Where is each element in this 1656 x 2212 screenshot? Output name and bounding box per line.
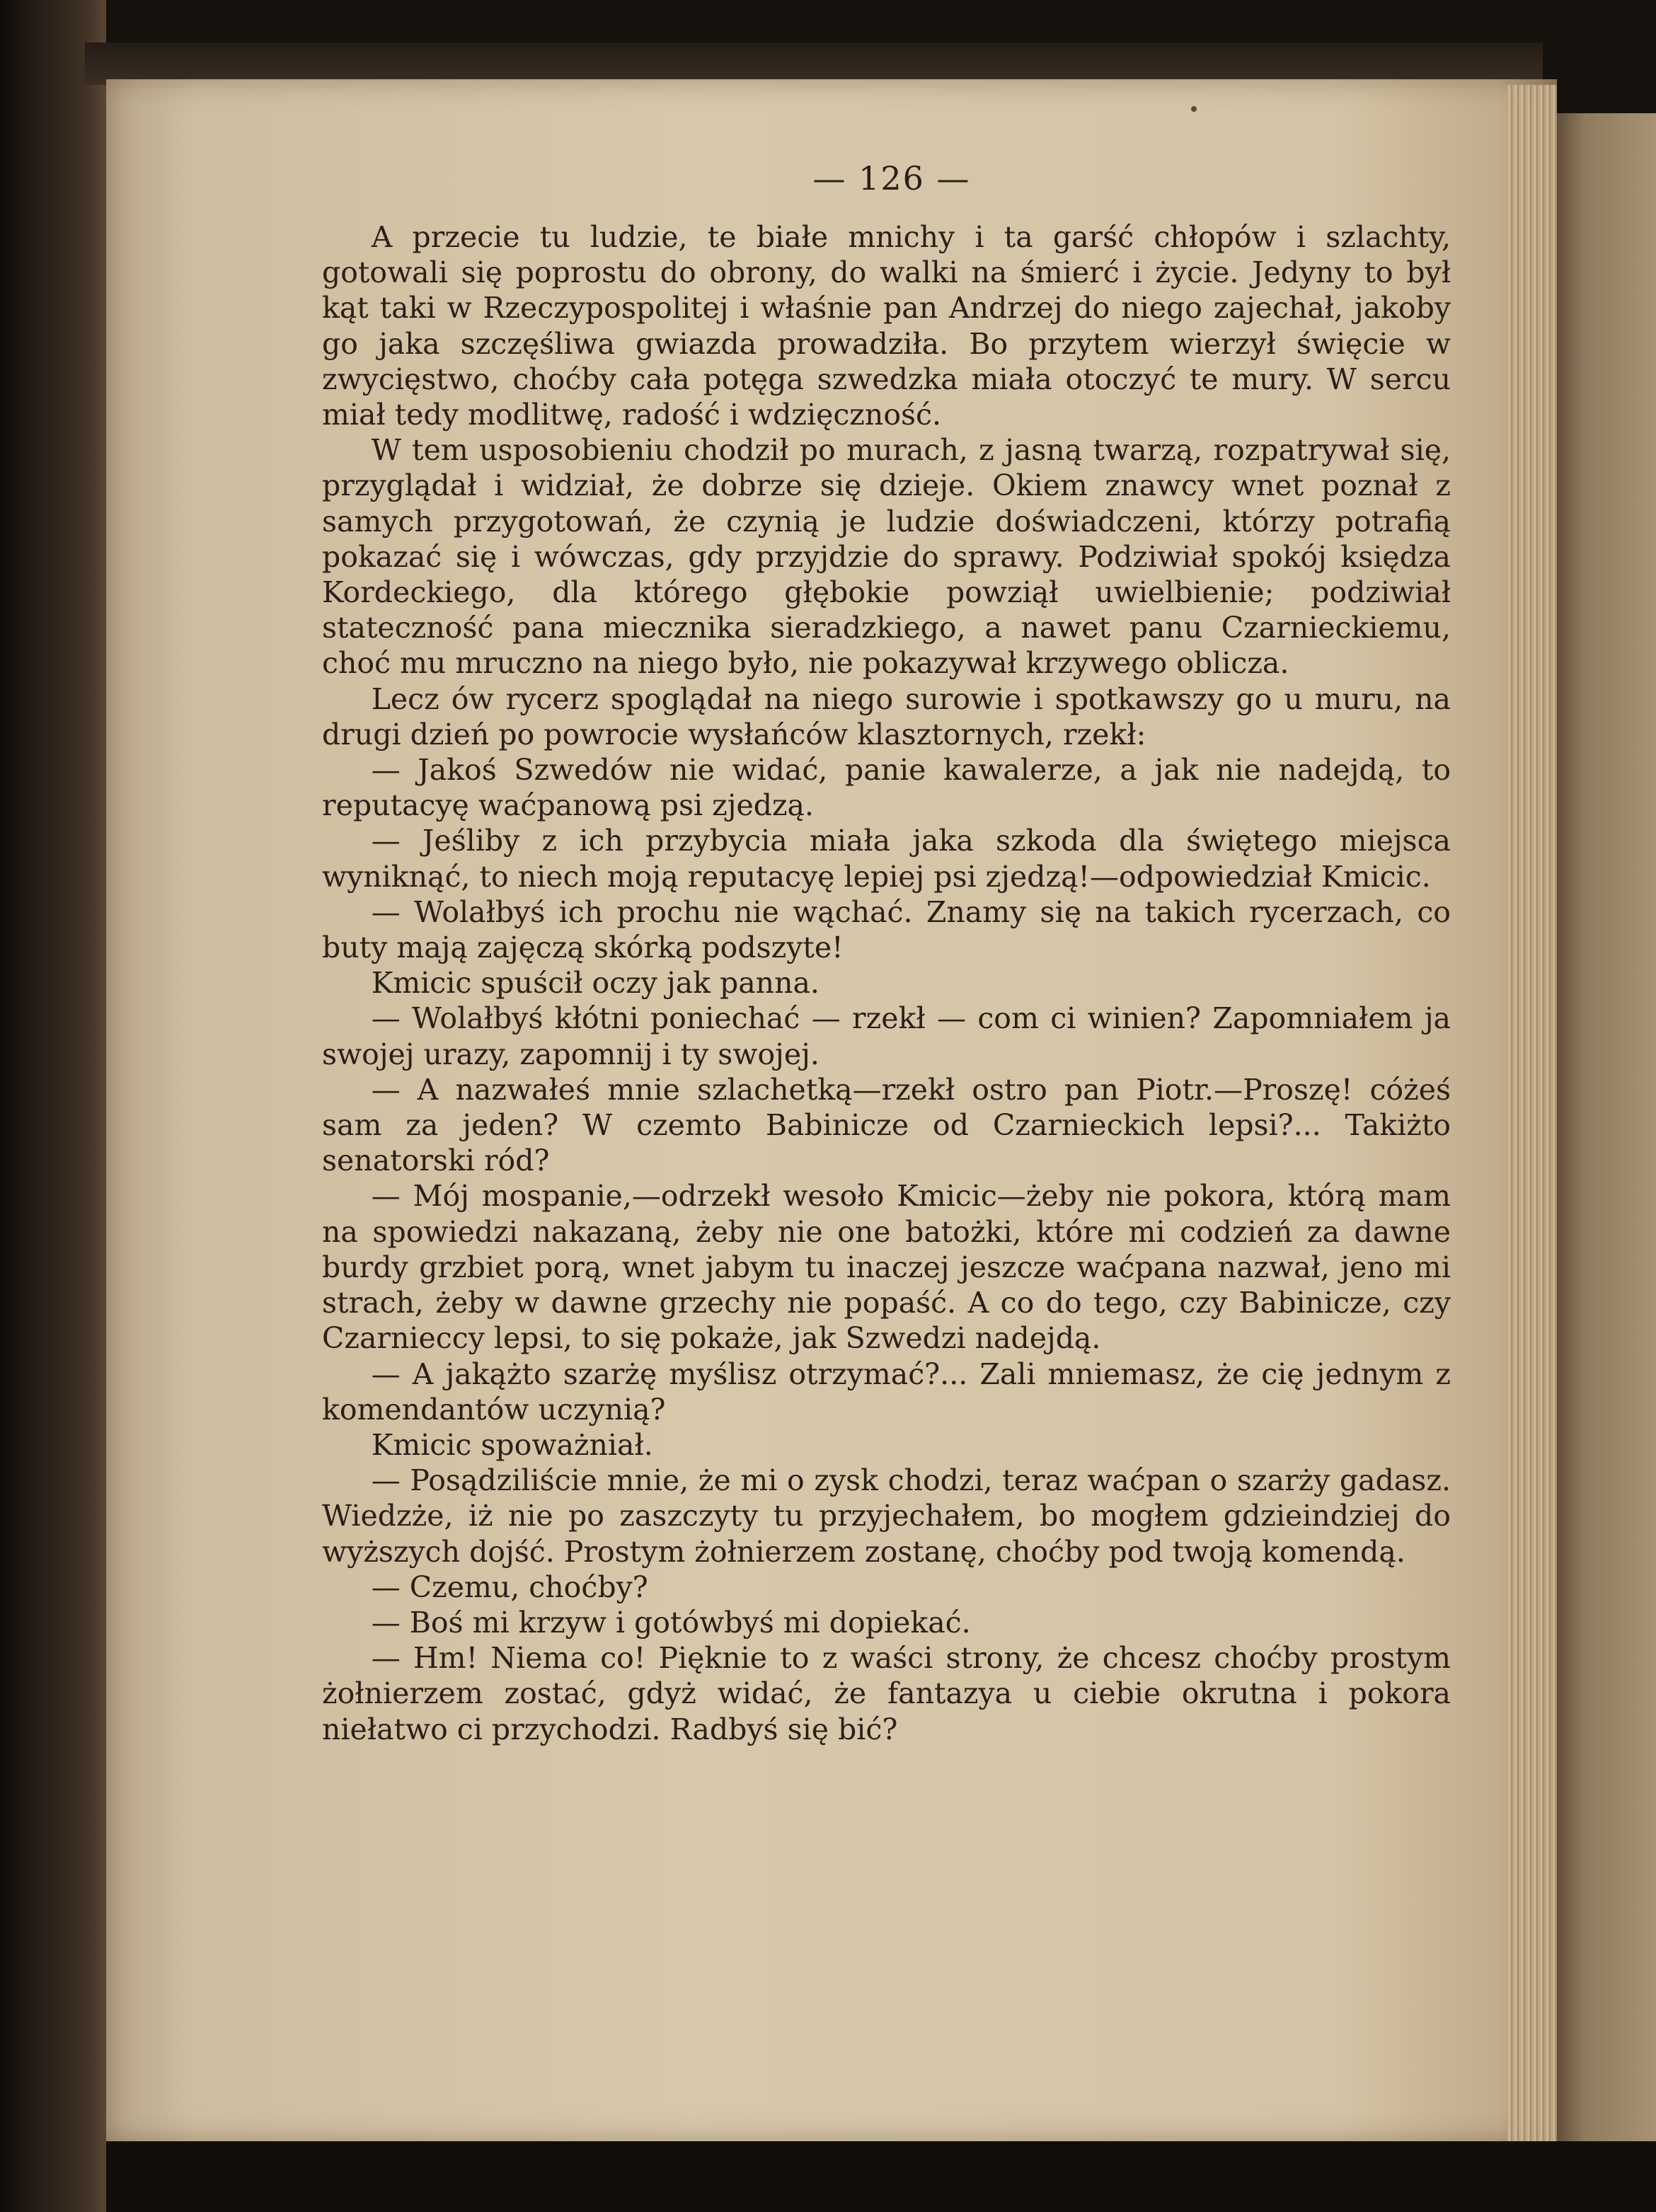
paragraph: Lecz ów rycerz spoglądał na niego surowie i spotkawszy go u muru, na drugi dzień po powrocie wysłańców klasztornych, rzekł: [322, 681, 1451, 751]
ink-dot [1191, 106, 1197, 112]
book-cover-edge [85, 42, 1543, 85]
dialogue-line: — Czemu, choćby? [371, 1569, 648, 1604]
book-spine [0, 0, 106, 2212]
page-text [322, 219, 1451, 1747]
paragraph: W tem usposobieniu chodził po murach, z jasną twarzą, rozpatrywał się, przyglądał i widział, że dobrze się dzieje. Okiem znawcy wnet poznał z samych przygotowań, że czynią je ludzie doświadczeni, którzy potrafią pokazać się i wówczas, gdy przyjdzie do sprawy. Podziwiał spokój księdza Kordeckiego, dla którego głębokie powziął uwielbienie; podziwiał stateczność pana miecznika sieradzkiego, a nawet panu Czarnieckiemu, choć mu mruczno na niego było, nie pokazywał krzywego oblicza. [322, 433, 1451, 681]
dialogue-line: — Jeśliby z ich przybycia miała jaka szkoda dla świętego miejsca wyniknąć, to niech moją reputacyę lepiej psi zjedzą!—odpowiedział Kmicic. [322, 824, 1451, 894]
dialogue-line: — Hm! Niema co! Pięknie to z waści strony, że chcesz choćby prostym żołnierzem zostać, gdyż widać, że fantazya u ciebie okrutna i pokora niełatwo ci przychodzi. Radbyś się bić? [322, 1641, 1451, 1746]
dialogue-line: — Wolałbyś ich prochu nie wąchać. Znamy się na takich rycerzach, co buty mają zajęczą skórką podszyte! [322, 894, 1451, 965]
background-bottom [106, 2141, 1656, 2212]
dialogue-line: — A jakążto szarżę myślisz otrzymać?... Zali mniemasz, że cię jednym z komendantów uczynią? [322, 1356, 1451, 1427]
dialogue-line: — Boś mi krzyw i gotówbyś mi dopiekać. [371, 1605, 971, 1640]
paragraph: A przecie tu ludzie, te białe mnichy i ta garść chłopów i szlachty, gotowali się poprostu do obrony, do walki na śmierć i życie. Jedyny to był kąt taki w Rzeczypospolitej i właśnie pan Andrzej do niego zajechał, jakoby go jaka szczęśliwa gwiazda prowadziła. Bo przytem wierzył święcie w zwycięstwo, choćby cała potęga szwedzka miała otoczyć te mury. W sercu miał tedy modlitwę, radość i wdzięczność. [322, 220, 1451, 432]
dialogue-line: — Jakoś Szwedów nie widać, panie kawalerze, a jak nie nadejdą, to reputacyę waćpanową psi zjedzą. [322, 753, 1451, 823]
dialogue-line: — Wolałbyś kłótni poniechać — rzekł — com ci winien? Zapomniałem ja swojej urazy, zapomnij i ty swojej. [322, 1001, 1451, 1071]
adjacent-page [1553, 113, 1656, 2158]
dialogue-line: — A nazwałeś mnie szlachetką—rzekł ostro pan Piotr.—Proszę! cóżeś sam za jeden? W czemto Babinicze od Czarnieckich lepsi?... Takiżto senatorski ród? [322, 1072, 1451, 1178]
dialogue-line: — Posądziliście mnie, że mi o zysk chodzi, teraz waćpan o szarży gadasz. Wiedzże, iż nie po zaszczyty tu przyjechałem, bo mogłem gdzieindziej do wyższych dojść. Prostym żołnierzem zostanę, choćby pod twoją komendą. [322, 1463, 1451, 1569]
page-number: — 126 — [812, 159, 971, 197]
paragraph: Kmicic spoważniał. [371, 1427, 653, 1462]
page-edges [1507, 85, 1557, 2151]
dialogue-line: — Mój mospanie,—odrzekł wesoło Kmicic—żeby nie pokora, którą mam na spowiedzi nakazaną, żeby nie one batożki, które mi codzień za dawne burdy grzbiet porą, wnet jabym tu inaczej jeszcze waćpana nazwał, jeno mi strach, żeby w dawne grzechy nie popaść. A co do tego, czy Babinicze, czy Czarnieccy lepsi, to się pokaże, jak Szwedzi nadejdą. [322, 1179, 1451, 1356]
paragraph: Kmicic spuścił oczy jak panna. [371, 966, 820, 1001]
